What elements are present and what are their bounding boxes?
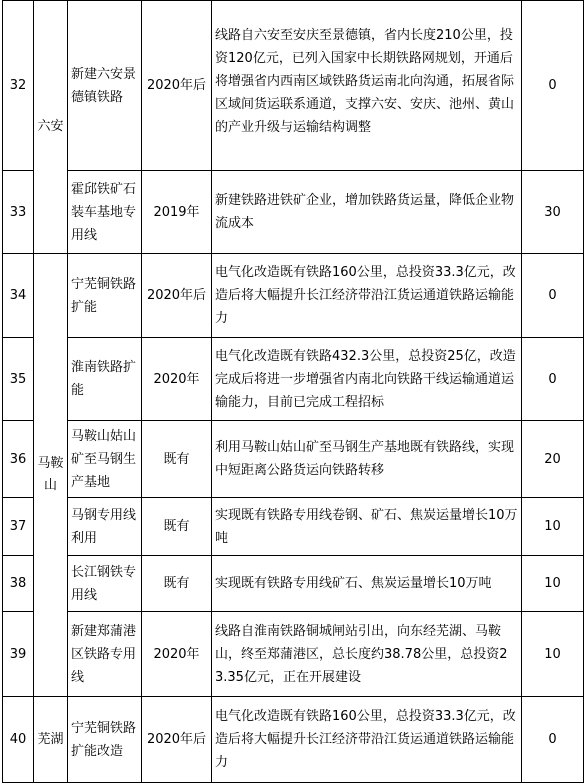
row-number: 32 — [3, 1, 34, 171]
project-name: 新建六安景德镇铁路 — [68, 1, 142, 171]
project-year: 既有 — [142, 498, 212, 556]
table-row — [3, 498, 584, 556]
project-name: 马钢专用线利用 — [68, 498, 142, 556]
project-description: 实现既有铁路专用线卷钢、矿石、焦炭运量增长10万吨 — [212, 498, 522, 556]
project-name: 淮南铁路扩能 — [68, 338, 142, 421]
project-name: 马鞍山姑山矿至马钢生产基地 — [68, 421, 142, 498]
project-value: 0 — [522, 1, 584, 171]
row-number: 37 — [3, 498, 34, 556]
project-year: 2020年后 — [142, 254, 212, 338]
project-year: 2020年后 — [142, 697, 212, 783]
table-row — [3, 171, 584, 254]
table-row — [3, 338, 584, 421]
table-row — [3, 697, 584, 783]
project-name: 新建郑蒲港区铁路专用线 — [68, 612, 142, 697]
row-number: 34 — [3, 254, 34, 338]
region-cell: 马鞍山 — [34, 254, 68, 697]
project-year: 既有 — [142, 421, 212, 498]
project-description: 实现既有铁路专用线矿石、焦炭运量增长10万吨 — [212, 556, 522, 612]
project-value: 10 — [522, 556, 584, 612]
region-cell: 芜湖 — [34, 697, 68, 783]
project-table — [2, 0, 584, 783]
project-name: 长江钢铁专用线 — [68, 556, 142, 612]
project-name: 霍邱铁矿石装车基地专用线 — [68, 171, 142, 254]
project-year: 2020年 — [142, 612, 212, 697]
row-number: 35 — [3, 338, 34, 421]
project-value: 10 — [522, 612, 584, 697]
project-description: 线路自淮南铁路铜城闸站引出，向东经芜湖、马鞍山，终至郑蒲港区，总长度约38.78公里，总投资23.35亿元，正在开展建设 — [212, 612, 522, 697]
project-value: 30 — [522, 171, 584, 254]
project-description: 电气化改造既有铁路160公里，总投资33.3亿元，改造后将大幅提升长江经济带沿江货运通道铁路运输能力 — [212, 697, 522, 783]
project-description: 电气化改造既有铁路432.3公里，总投资25亿，改造完成后将进一步增强省内南北向铁路干线运输通道运输能力，目前已完成工程招标 — [212, 338, 522, 421]
project-value: 0 — [522, 338, 584, 421]
project-year: 既有 — [142, 556, 212, 612]
project-description: 电气化改造既有铁路160公里，总投资33.3亿元，改造后将大幅提升长江经济带沿江货运通道铁路运输能力 — [212, 254, 522, 338]
table-row — [3, 556, 584, 612]
project-value: 20 — [522, 421, 584, 498]
project-description: 新建铁路进铁矿企业，增加铁路货运量，降低企业物流成本 — [212, 171, 522, 254]
project-value: 0 — [522, 254, 584, 338]
project-description: 利用马鞍山姑山矿至马钢生产基地既有铁路线，实现中短距离公路货运向铁路转移 — [212, 421, 522, 498]
table-row — [3, 421, 584, 498]
row-number: 33 — [3, 171, 34, 254]
project-year: 2020年 — [142, 338, 212, 421]
region-cell: 六安 — [34, 1, 68, 254]
row-number: 38 — [3, 556, 34, 612]
row-number: 36 — [3, 421, 34, 498]
project-description: 线路自六安至安庆至景德镇，省内长度210公里，投资120亿元，已列入国家中长期铁路网规划，开通后将增强省内西南区域铁路货运南北向沟通，拓展省际区域间货运联系通道，支撑六安、安庆、池州、黄山的产业升级与运输结构调整 — [212, 1, 522, 171]
table-row — [3, 1, 584, 171]
table-row — [3, 254, 584, 338]
project-year: 2019年 — [142, 171, 212, 254]
project-value: 0 — [522, 697, 584, 783]
table-row — [3, 612, 584, 697]
row-number: 40 — [3, 697, 34, 783]
project-name: 宁芜铜铁路扩能 — [68, 254, 142, 338]
project-name: 宁芜铜铁路扩能改造 — [68, 697, 142, 783]
project-value: 10 — [522, 498, 584, 556]
project-year: 2020年后 — [142, 1, 212, 171]
row-number: 39 — [3, 612, 34, 697]
